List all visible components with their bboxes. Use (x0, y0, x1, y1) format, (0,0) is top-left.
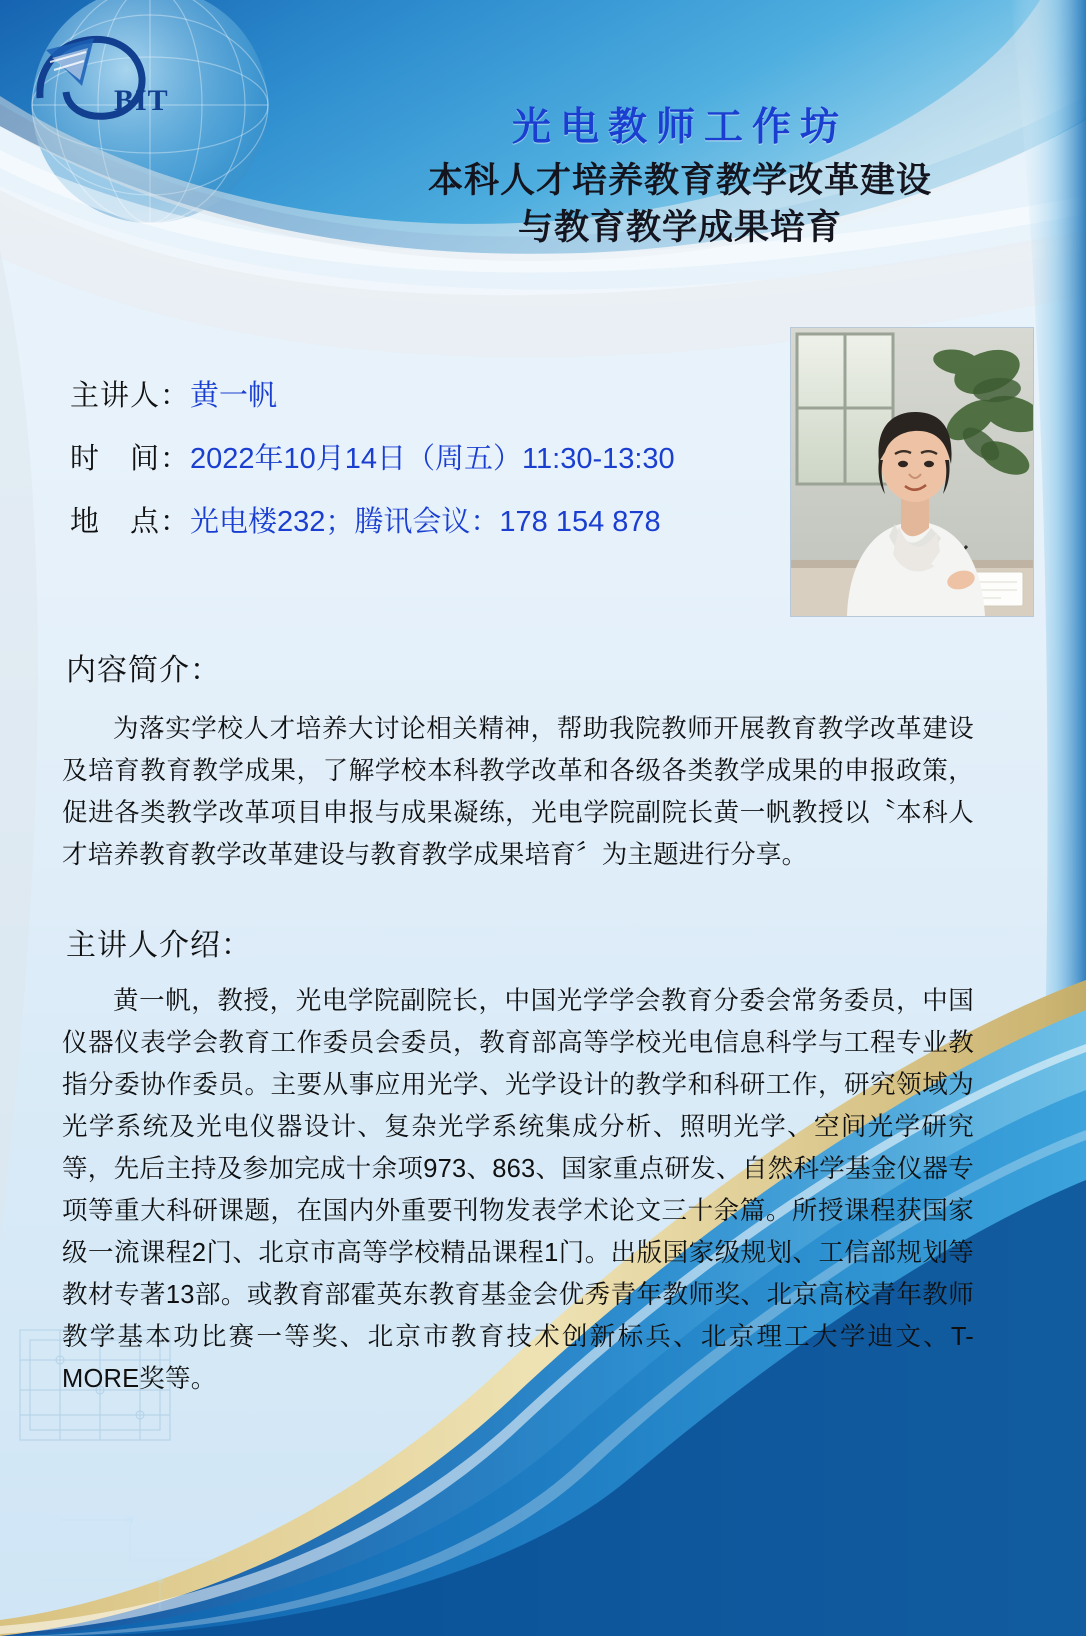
bit-logo (22, 28, 192, 124)
intro-text: 为落实学校人才培养大讨论相关精神，帮助我院教师开展教育教学改革建设及培育教育教学成果，了解学校本科教学改革和各级各类教学成果的申报政策，促进各类教学改革项目申报与成果凝练，光电学院副院长黄一帆教授以〝本科人才培养教育教学改革建设与教育教学成果培育〞为主题进行分享。 (62, 715, 974, 869)
event-info-block (70, 382, 770, 571)
bio-heading: 主讲人介绍： (66, 929, 252, 962)
time-label: 时 间： (70, 443, 191, 475)
place-value: 光电楼232；腾讯会议：178 154 878 (190, 506, 661, 538)
intro-heading: 内容简介： (66, 654, 221, 687)
speaker-portrait (790, 327, 1034, 617)
poster-title-sub-line1: 本科人才培养教育教学改革建设 (427, 161, 932, 200)
speaker-value: 黄一帆 (190, 380, 278, 412)
place-label: 地 点： (70, 506, 191, 538)
svg-text:BIT: BIT (114, 84, 169, 117)
time-value: 2022年10月14日（周五）11:30-13:30 (190, 443, 675, 475)
title-block (300, 96, 1060, 252)
poster-title-sub-line2: 与教育教学成果培育 (517, 207, 842, 247)
poster-title-main: 光电教师工作坊 (511, 106, 848, 149)
poster-header (0, 0, 1086, 310)
speaker-label: 主讲人： (70, 380, 191, 412)
bio-text: 黄一帆，教授，光电学院副院长，中国光学学会教育分委会常务委员，中国仪器仪表学会教育工作委员会委员，教育部高等学校光电信息科学与工程专业教指分委协作委员。主要从事应用光学、光学设计的教学和科研工作，研究领域为光学系统及光电仪器设计、复杂光学系统集成分析、照明光学、空间光学研究等，先后主持及参加完成十余项973、863、国家重点研发、自然科学基金仪器专项等重大科研课题，在国内外重要刊物发表学术论文三十余篇。所授课程获国家级一流课程2门、北京市高等学校精品课程1门。出版国家级规划、工信部规划等教材专著13部。或教育部霍英东教育基金会优秀青年教师奖、北京高校青年教师教学基本功比赛一等奖、北京市教育技术创新标兵、北京理工大学迪文、T-MORE奖等。 (62, 987, 974, 1393)
time-row (70, 445, 770, 474)
speaker-row (70, 382, 770, 411)
place-row (70, 508, 770, 537)
